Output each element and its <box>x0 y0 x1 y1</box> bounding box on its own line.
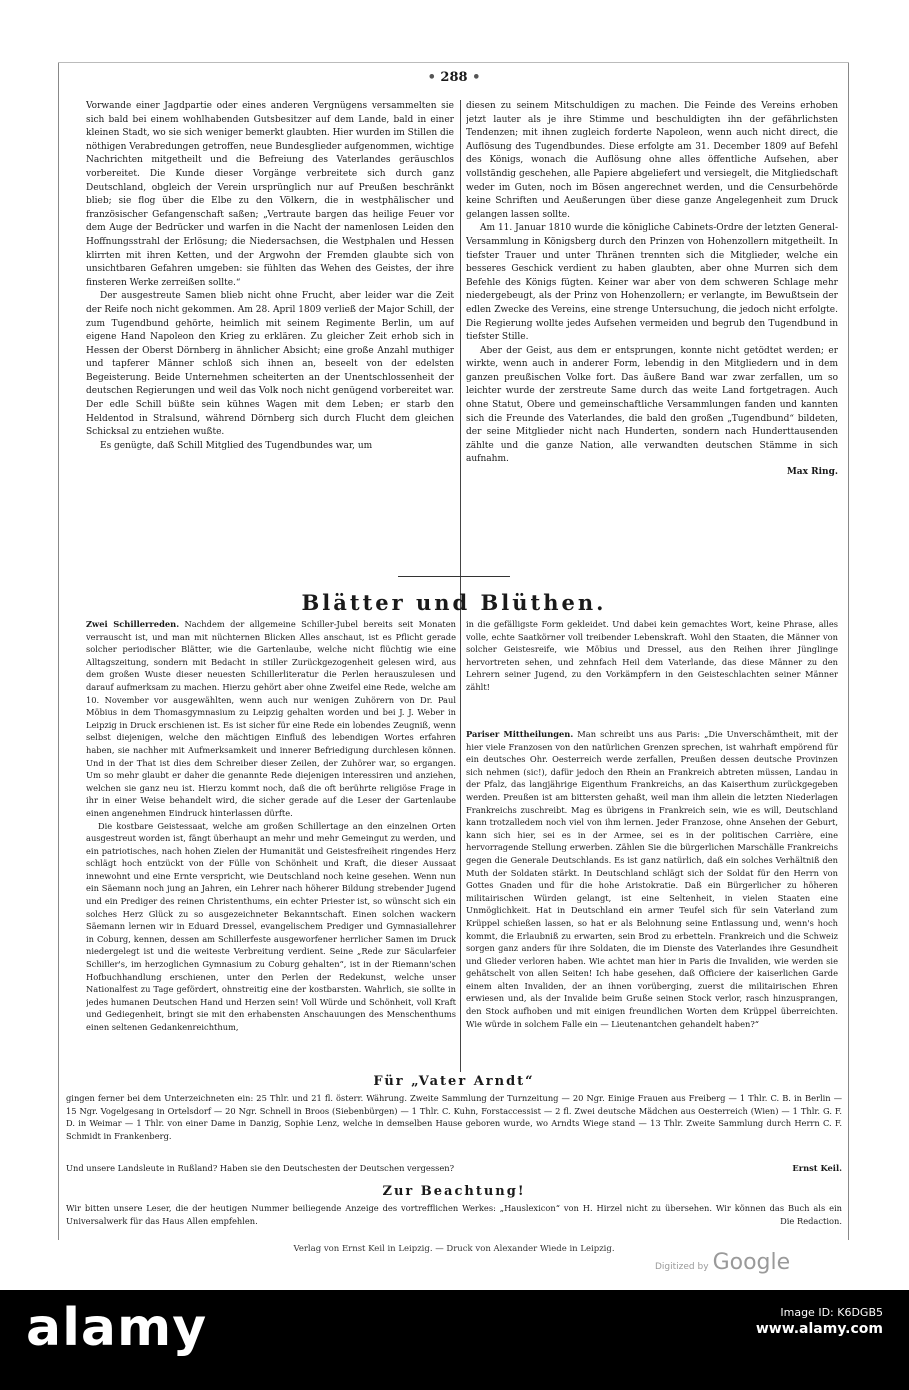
stock-meta <box>756 1305 883 1338</box>
section-rule <box>398 576 510 577</box>
schiller-column <box>86 618 456 1072</box>
article-paragraph: Aber der Geist, aus dem er entsprungen, konnte nicht getödtet werden; er wirkte, wenn auch in anderer Form, lebendig in den Mitgliedern und in dem ganzen preußischen Volke fort. Das äußere Band war zwar zerfallen, um so leichter wurde der zerstreute Same durch das weite Land fortgetragen. Auch ohne Statut, Obere und gemeinschaftliche Versammlungen fanden und kannten sich die Freunde des Vaterlandes, die bald den großen „Tugendbund“ bildeten, der seine Mitglieder nicht nach Hunderten, sondern nach Hunderttausenden zählte und die ganze Nation, alle verwandten deutschen Stämme in sich aufnahm. <box>466 345 838 465</box>
author-signature: Max Ring. <box>786 467 838 478</box>
newspaper-page <box>58 62 850 1262</box>
watermark-prefix: Digitized by <box>655 1262 709 1272</box>
arndt-text: gingen ferner bei dem Unterzeichneten ein: 25 Thlr. und 21 fl. österr. Währung. Zweite Sammlung der Turnzeitung — 20 Ngr. Einige Frauen aus Freiberg — 1 Thlr. C. B. in Berlin — 15 Ngr. Vogelgesang in Ortelsdorf — 20 Ngr. Schnell in Broos (Siebenbürgen) — 1 Thlr. C. Kuhn, Forstaccessist — 2 fl. Zwei deutsche Mädchen aus Oesterreich (Wien) — 1 Thlr. G. F. D. in Weimar — 1 Thlr. von einer Dame in Danzig, Sophie Lenz, welche in demselben Hause geboren wurde, wo Arndts Wiege stand — 13 Thlr. Zweite Sammlung durch Herrn C. F. Schmidt in Frankenberg. <box>66 1093 842 1141</box>
arndt-signature: Ernst Keil. <box>792 1163 842 1173</box>
article-paragraph: Am 11. Januar 1810 wurde die königliche Cabinets-Ordre der letzten General-Versammlung in Königsberg durch den Prinzen von Hohenzollern mitgetheilt. In tiefster Trauer und unter Thränen trennten sich die Mitglieder, welche ein besseres Geschick verdient zu haben glaubten, aber ohne Murren sich dem Befehle des Königs fügten. Keiner war aber von dem schweren Schlage mehr niedergebeugt, als der Prinz von Hohenzollern; er verlangte, im Bewußtsein der edlen Zwecke des Vereins, eine strenge Untersuchung, die jedoch nicht erfolgte. Die Regierung wollte jedes Aufsehen vermeiden und begrub den Tugendbund in tiefster Stille. <box>466 223 838 343</box>
paris-column <box>466 728 838 1074</box>
notice-signature: Die Redaction. <box>780 1215 842 1226</box>
stock-logo: alamy <box>26 1298 208 1358</box>
watermark-brand: Google <box>712 1250 791 1275</box>
notice-title: Zur Beachtung! <box>382 1184 526 1199</box>
arndt-question-row <box>66 1162 842 1175</box>
section-title: Blätter und Blüthen. <box>301 590 607 615</box>
stock-site: www.alamy.com <box>755 1321 883 1337</box>
schiller-heading: Zwei Schillerreden. <box>86 619 180 629</box>
column-rule <box>460 100 461 618</box>
page-number: • 288 • <box>427 70 481 85</box>
article-paragraph: diesen zu seinem Mitschuldigen zu machen. Die Feinde des Vereins erhoben jetzt lauter als je ihre Stimme und beschuldigten ihn der gefährlichsten Tendenzen; mit ihnen zugleich forderte Napoleon, wenn auch nicht direct, die Auflösung des Tugendbundes. Diese erfolgte am 31. December 1809 auf Befehl des Königs, wonach die Auflösung ohne alles öffentliche Aufsehen, aber vollständig geschehen, alle Papiere abgeliefert und versiegelt, die Mitgliedschaft weder im Guten, noch im Bösen angerechnet werden, und die Censurbehörde keine Schriften und Aeußerungen über diese ganze Angelegenheit zum Druck gelangen lassen sollte. <box>466 101 838 220</box>
article-column-left <box>86 100 454 618</box>
article-column-right <box>466 100 838 618</box>
arndt-title: Für „Vater Arndt“ <box>373 1074 535 1089</box>
notice-text: Wir bitten unsere Leser, die der heutigen Nummer beiliegende Anzeige des vortrefflichen Werkes: „Hauslexicon“ von H. Hirzel nicht zu übersehen. Wir können das Buch als ein Universalwerk für das Haus Allen empfehlen. <box>66 1203 842 1226</box>
schiller-paragraph: Die kostbare Geistessaat, welche am großen Schillertage an den einzelnen Orten ausgestreut worden ist, fängt überhaupt an mehr und mehr Gemeingut zu werden, und ein patriotisches, nach hohen Zielen der Humanität und Geistesfreiheit ringendes Herz schlägt hoch entzückt von der Fülle von Schönheit und Kraft, die dieser Aussaat innewohnt und eine Ernte verspricht, wie Deutschland noch keine gesehen. Wenn nun ein Säemann noch jung an Jahren, ein Lehrer nach höherer Bildung strebender Jugend und ein Prediger des reinen Christenthums, ein echter Priester ist, so wünscht sich ein solches Herz Glück zu so ausgezeichneter Bekanntschaft. Einen solchen wackern Säemann lernen wir in Eduard Dressel, evangelischem Prediger und Gymnasiallehrer in Coburg, kennen, dessen am Schillerfeste ausgeworfener herrlicher Samen im Druck niedergelegt ist und die weiteste Verbreitung verdient. Seine „Rede zur Säcularfeier Schiller's, im herzoglichen Gymnasium zu Coburg gehalten“, ist in der Riemann'schen Hofbuchhandlung erschienen, unter den Perlen der Redekunst, welche unser Nationalfest zu Tage gefördert, ohnstreitig eine der kostbarsten. Wahrlich, sie sollte in jedes humanen Deutschen Hand und Herzen sein! Voll Würde und Schönheit, voll Kraft und Gediegenheit, bringt sie mit den erhabensten Anschauungen des Menschenthums einen seltenen Gedankenreichthum, <box>86 820 456 1032</box>
paris-text: Man schreibt uns aus Paris: „Die Unverschämtheit, mit der hier viele Franzosen von den natürlichen Grenzen sprechen, ist wahrhaft empörend für ein deutsches Ohr. Oesterreich werde zerfallen, Preußen dessen deutsche Provinzen sich nehmen (sic!), dafür jedoch den Rhein an Frankreich abtreten müssen, Landau in der Pfalz, das langjährige Eigenthum Frankreichs, an das Kaiserthum zurückgegeben werden. Preußen ist am bittersten gehaßt, weil man ihm allein die letzten Niederlagen Frankreichs zuschreibt. Mag es übrigens in Frankreich sein, wie es will, Deutschland kann trotzalledem noch viel von ihm lernen. Jeder Franzose, ohne Ansehen der Geburt, kann sich hier, sei es in der Armee, sei es in der politischen Carrière, eine hervorragende Stellung erwerben. Zählen Sie die bürgerlichen Marschälle Frankreichs gegen die Generale Deutschlands. Es ist ganz natürlich, daß ein solches Verhältniß den Muth der Soldaten stärkt. In Deutschland schlägt sich der Soldat für den Herrn von Gottes Gnaden und für die hohe Aristokratie. Daß ein Bürgerlicher zu höheren militairischen Würden gelangt, ist eine Seltenheit, in vielen Staaten eine Unmöglichkeit. Hat in Deutschland ein armer Teufel sich für sein Vaterland zum Krüppel schießen lassen, so hat er als Belohnung seine Entlassung und, wenn's hoch kommt, die Erlaubniß zu erwarten, sein Brod zu erbetteln. Frankreich und die Schweiz sorgen ganz anders für ihre Soldaten, die im Dienste des Vaterlandes ihre Gesundheit und Glieder verloren haben. Wie achtet man hier in Paris die Invaliden, wie werden sie gehätschelt von allen Seiten! Ich habe gesehen, daß Officiere der kaiserlichen Garde einem alten Invaliden, der an ihnen vorüberging, zuerst die militairischen Ehren erwiesen und, als der Invalide beim Gruße seinen Stock verlor, rasch hinzusprangen, den Stock aufhoben und mit einigen freundlichen Worten dem Krüppel überreichten. Wie würde in solchem Falle ein — Lieutenantchen gehandelt haben?“ <box>466 729 838 1029</box>
arndt-text-block <box>66 1092 842 1170</box>
stock-image-id: Image ID: K6DGB5 <box>780 1306 883 1319</box>
article-paragraph: Vorwande einer Jagdpartie oder eines anderen Vergnügens versammelten sie sich bald bei einem wohlhabenden Gutsbesitzer auf dem Lande, bald in einer kleinen Stadt, wo sie sich weniger bemerkt glaubten. Hier wurden im Stillen die nöthigen Verabredungen getroffen, neue Bundesglieder aufgenommen, wichtige Nachrichten mitgetheilt und die Befreiung des Vaterlandes geräuschlos vorbereitet. Die Kunde dieser Vorgänge verbreitete sich durch ganz Deutschland, obgleich der Verein ursprünglich nur auf Preußen beschränkt blieb; sie flog über die Elbe zu den Völkern, die in westphälischer und französischer Gefangenschaft saßen; „Vertraute bargen das heilige Feuer vor dem Auge der Bedrücker und warfen in die Nacht der namenlosen Leiden den Hoffnungsstrahl der Erlösung; die Niedersachsen, die Westphalen und Hessen klirrten mit ihren Ketten, und der Argwohn der Fremden glaubte sich von unsichtbaren Gefahren umgeben: sie fühlten das Wehen des Geistes, der ihre finsteren Werke zerreißen sollte.“ <box>86 101 454 288</box>
article-paragraph: Der ausgestreute Samen blieb nicht ohne Frucht, aber leider war die Zeit der Reife noch nicht gekommen. Am 28. April 1809 verließ der Major Schill, der zum Tugendbund gehörte, heimlich mit seinem Regimente Berlin, um auf eigene Hand Napoleon den Krieg zu erklären. Zu gleicher Zeit erhob sich in Hessen der Oberst Dörnberg in ähnlicher Absicht; eine große Anzahl muthiger und tapferer Männer schloß sich ihnen an, beseelt von der edelsten Begeisterung. Beide Unternehmen scheiterten an der Unentschlossenheit der deutschen Regierungen und weil das Volk noch nicht genügend vorbereitet war. Der edle Schill büßte sein kühnes Wagen mit dem Leben; er starb den Heldentod in Stralsund, während Dörnberg sich durch Flucht dem gleichen Schicksal zu entziehen wußte. <box>86 291 454 438</box>
paris-heading: Pariser Mittheilungen. <box>466 729 574 739</box>
arndt-question: Und unsere Landsleute in Rußland? Haben sie den Deutschesten der Deutschen vergessen? <box>66 1163 455 1173</box>
google-watermark <box>655 1250 790 1275</box>
schiller-continued <box>466 618 838 738</box>
article-paragraph: Es genügte, daß Schill Mitglied des Tugendbundes war, um <box>100 440 373 451</box>
schiller-paragraph: in die gefälligste Form gekleidet. Und dabei kein gemachtes Wort, keine Phrase, alles volle, echte Saatkörner voll treibender Lebenskraft. Wohl den Staaten, die Männer von solcher Geistesreife, wie Möbius und Dressel, aus den Reihen ihrer Jünglinge hervortreten sehen, und zehnfach Heil dem Vaterlande, das diese Männer zu den Lehrern seiner Jugend, zu den Vorkämpfern in den Geisteschlachten seiner Männer zählt! <box>466 619 838 692</box>
column-rule <box>460 618 461 1072</box>
schiller-paragraph: Nachdem der allgemeine Schiller-Jubel bereits seit Monaten verrauscht ist, und man mit nüchternen Blicken Alles anschaut, ist es Pflicht gerade solcher periodischer Blätter, wie die Gartenlaube, welche nicht flüchtig wie eine Alltagszeitung, sondern mit Bedacht in stiller Zurückgezogenheit gelesen wird, aus dem großen Wuste dieser neuesten Schillerliteratur die Perlen herauszulesen und darauf aufmerksam zu machen. Hierzu gehört aber ohne Zweifel eine Rede, welche am 10. November vor ausgewählten, wenn auch nur wenigen Zuhörern von Dr. Paul Möbius in dem Thomasgymnasium zu Leipzig gehalten worden und bei J. J. Weber in Leipzig in Druck erschienen ist. Es ist sicher für eine Rede ein lobendes Zeugniß, wenn selbst diejenigen, welche den mächtigen Einfluß des lebendigen Wortes erfahren haben, sie nachher mit Aufmerksamkeit und innerer Befriedigung durchlesen können. Und in der That ist dies dem Schreiber dieser Zeilen, der Zuhörer war, so ergangen. Um so mehr glaubt er daher die genannte Rede diejenigen interessiren und anziehen, welchen sie ganz neu ist. Hierzu kommt noch, daß die oft berührte religiöse Frage in ihr in einer Weise behandelt wird, die sicher gerade auf die Leser der Gartenlaube einen angenehmen Eindruck hinterlassen dürfte. <box>86 619 456 818</box>
notice-block <box>66 1202 842 1227</box>
publisher-footer: Verlag von Ernst Keil in Leipzig. — Druck von Alexander Wiede in Leipzig. <box>293 1244 615 1254</box>
